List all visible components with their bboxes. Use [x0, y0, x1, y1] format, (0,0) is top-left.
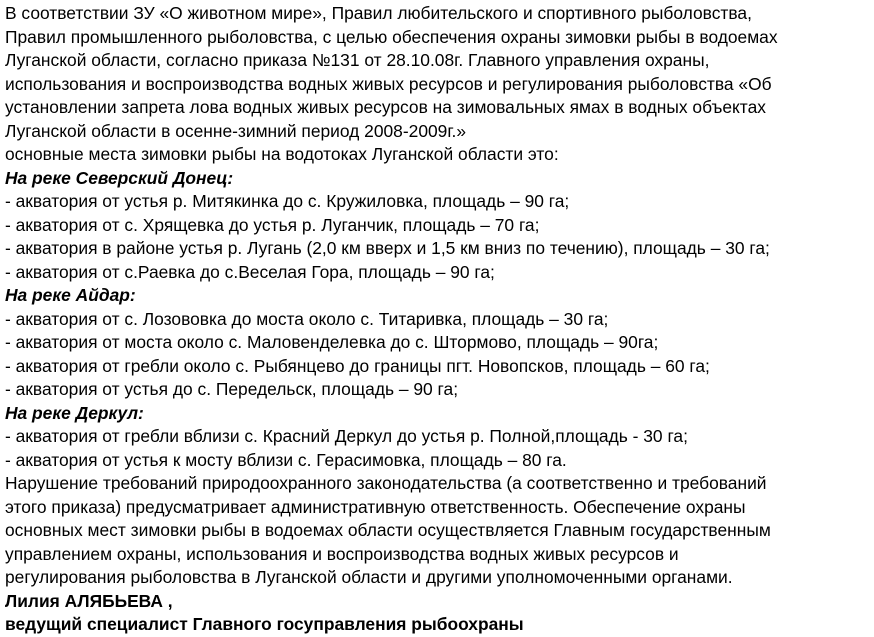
river-item: - акватория в районе устья р. Лугань (2,0 км вверх и 1,5 км вниз по течению), площадь – 30 га;: [5, 238, 770, 258]
river-item: - акватория от гребли около с. Рыбянцево до границы пгт. Новопсков, площадь – 60 га;: [5, 355, 710, 376]
river-item: - акватория от гребли вблизи с. Красний Деркул до устья р. Полной,площадь - 30 га;: [5, 426, 688, 446]
signature-position: ведущий специалист Главного госуправления рыбоохраны: [5, 614, 524, 634]
river-section-aidar: [5, 284, 871, 402]
river-section-derkul: [5, 402, 871, 473]
intro-line: Луганской области в осенне-зимний период 2008-2009г.»: [5, 120, 467, 141]
river-item: - акватория от моста около с. Маловенделевка до с. Штормово, площадь – 90га;: [5, 332, 659, 352]
intro-line: основные места зимовки рыбы на водотоках Луганской области это:: [5, 144, 559, 164]
document-body: [5, 2, 871, 637]
intro-line: Луганской области, согласно приказа №131 от 28.10.08г. Главного управления охраны,: [5, 50, 710, 70]
intro-line: использования и воспроизводства водных живых ресурсов и регулирования рыболовства «Об: [5, 73, 772, 94]
river-section-seversky-donets: [5, 167, 871, 285]
closing-line: Нарушение требований природоохранного законодательства (а соответственно и требований: [5, 473, 767, 493]
river-item: - акватория от с. Лозововка до моста около с. Титаривка, площадь – 30 га;: [5, 308, 609, 329]
river-item: - акватория от устья р. Митякинка до с. Кружиловка, площадь – 90 га;: [5, 191, 570, 211]
closing-line: этого приказа) предусматривает административную ответственность. Обеспечение охраны: [5, 496, 746, 517]
intro-line: установлении запрета лова водных живых ресурсов на зимовальных ямах в водных объектах: [5, 97, 766, 117]
river-item: - акватория от устья к мосту вблизи с. Герасимовка, площадь – 80 га.: [5, 449, 567, 470]
signature-block: [5, 590, 871, 637]
closing-line: регулирования рыболовства в Луганской области и другими уполномоченными органами.: [5, 567, 733, 587]
river-item: - акватория от с. Хрящевка до устья р. Луганчик, площадь – 70 га;: [5, 214, 540, 235]
river-heading: На реке Айдар:: [5, 285, 136, 305]
closing-line: управлением охраны, использования и воспроизводства водных живых ресурсов и: [5, 543, 679, 564]
intro-paragraph: [5, 2, 871, 167]
river-item: - акватория от устья до с. Передельск, площадь – 90 га;: [5, 379, 459, 399]
river-heading: На реке Деркул:: [5, 402, 144, 423]
closing-line: основных мест зимовки рыбы в водоемах области осуществляется Главным государственным: [5, 520, 771, 540]
signature-name: Лилия АЛЯБЬЕВА ,: [5, 590, 173, 611]
river-heading: На реке Северский Донец:: [5, 167, 234, 188]
intro-line: Правил промышленного рыболовства, с целью обеспечения охраны зимовки рыбы в водоемах: [5, 26, 778, 47]
closing-paragraph: [5, 472, 871, 590]
intro-line: В соответствии ЗУ «О животном мире», Правил любительского и спортивного рыболовства,: [5, 3, 752, 23]
river-item: - акватория от с.Раевка до с.Веселая Гора, площадь – 90 га;: [5, 261, 495, 282]
